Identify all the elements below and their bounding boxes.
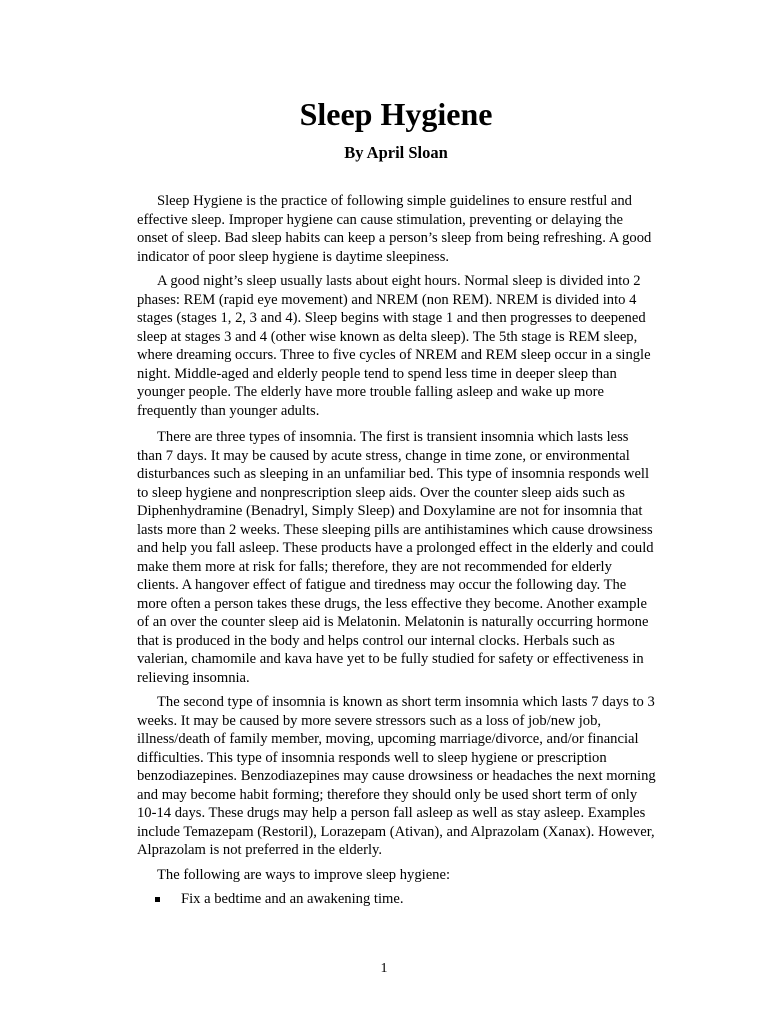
page-number: 1 bbox=[380, 961, 388, 976]
list-item-text: Fix a bedtime and an awakening time. bbox=[181, 891, 404, 907]
square-bullet-icon bbox=[155, 897, 160, 902]
list-item bbox=[155, 890, 657, 909]
tips-list bbox=[137, 890, 657, 909]
paragraph-intro: Sleep Hygiene is the practice of following simple guidelines to ensure restful and effective sleep. Improper hygiene can cause stimulation, preventing or delaying the onset of sleep. Bad sleep habits can keep a person’s sleep from being refreshing. A good indicator of poor sleep hygiene is daytime sleepiness. bbox=[137, 193, 652, 265]
document-body bbox=[137, 192, 657, 909]
paragraph-ways-intro: The following are ways to improve sleep hygiene: bbox=[157, 866, 451, 883]
document-title: Sleep Hygiene bbox=[299, 96, 493, 132]
paragraph-transient-insomnia: There are three types of insomnia. The first is transient insomnia which lasts less than 7 days. It may be caused by acute stress, change in time zone, or environmental disturbances such as sleeping in an unfamiliar bed. This type of insomnia responds well to sleep hygiene and nonprescription sleep aids. Over the counter sleep aids such as Diphenhydramine (Benadryl, Simply Sleep) and Doxylamine are not for insomnia that lasts more than 2 weeks. These sleeping pills are antihistamines which cause drowsiness and help you fall asleep. These products have a prolonged effect in the elderly and could make them more at risk for falls; therefore, they are not recommended for elderly clients. A hangover effect of fatigue and tiredness may occur the following day. The more often a person takes these drugs, the less effective they become. Another example of an over the counter sleep aid is Melatonin. Melatonin is naturally occurring hormone that is produced in the body and helps control our internal clocks. Herbals such as valerian, chamomile and kava have yet to be fully studied for safety or effectiveness in relieving insomnia. bbox=[137, 429, 654, 686]
document-author: By April Sloan bbox=[344, 143, 448, 162]
paragraph-short-term-insomnia: The second type of insomnia is known as short term insomnia which lasts 7 days to 3 weeks. It may be caused by more severe stressors such as a loss of job/new job, illness/death of family member, moving, upcoming marriage/divorce, and/or financial difficulties. This type of insomnia responds well to sleep hygiene or prescription benzodiazepines. Benzodiazepines may cause drowsiness or headaches the next morning and may become habit forming; therefore they should only be used short term of only 10-14 days. These drugs may help a person fall asleep as well as stay asleep. Examples include Temazepam (Restoril), Lorazepam (Ativan), and Alprazolam (Xanax). However, Alprazolam is not preferred in the elderly. bbox=[137, 694, 656, 858]
paragraph-sleep-stages: A good night’s sleep usually lasts about eight hours. Normal sleep is divided into 2 phases: REM (rapid eye movement) and NREM (non REM). NREM is divided into 4 stages (stages 1, 2, 3 and 4). Sleep begins with stage 1 and then progresses to deepened sleep at stages 3 and 4 (other wise known as delta sleep). The 5th stage is REM sleep, where dreaming occurs. Three to five cycles of NREM and REM sleep occur in a single night. Middle-aged and elderly people tend to spend less time in deeper sleep than younger people. The elderly have more trouble falling asleep and wake up more frequently than younger adults. bbox=[137, 273, 651, 419]
